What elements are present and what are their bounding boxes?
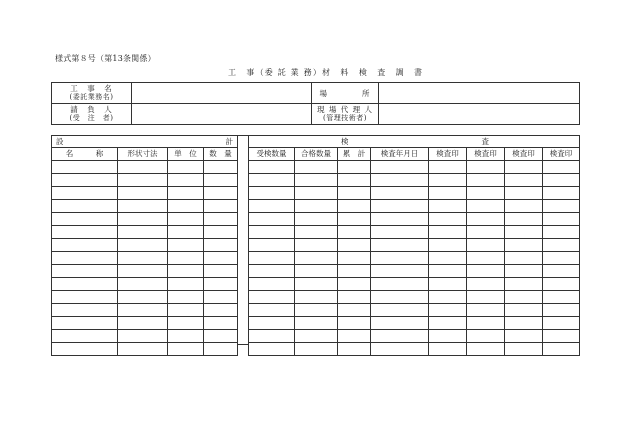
- inspection-table-row: [249, 200, 580, 213]
- design-table-cell[interactable]: [204, 187, 238, 200]
- inspection-table-cell[interactable]: [429, 265, 467, 278]
- inspection-table-cell[interactable]: [467, 187, 505, 200]
- design-table-cell[interactable]: [204, 304, 238, 317]
- inspection-table-cell[interactable]: [295, 343, 338, 356]
- inspection-table-cell[interactable]: [295, 278, 338, 291]
- design-table-row: [52, 304, 238, 317]
- col-header-inspection-seal-4: 検査印: [543, 148, 580, 161]
- col-header-inspection-seal-1: 検査印: [429, 148, 467, 161]
- inspection-table-cell[interactable]: [249, 161, 295, 174]
- inspection-table-row: [249, 304, 580, 317]
- design-table-cell[interactable]: [118, 291, 168, 304]
- design-table-row: [52, 226, 238, 239]
- inspection-table-cell[interactable]: [249, 187, 295, 200]
- inspection-table-cell[interactable]: [543, 226, 580, 239]
- inspection-table-cell[interactable]: [371, 226, 429, 239]
- inspection-table-cell[interactable]: [249, 265, 295, 278]
- design-table: [51, 135, 238, 356]
- inspection-table-cell[interactable]: [429, 226, 467, 239]
- design-table-cell[interactable]: [168, 213, 204, 226]
- inspection-table-cell[interactable]: [338, 291, 371, 304]
- inspection-table-row: [249, 317, 580, 330]
- col-header-received-qty: 受検数量: [249, 148, 295, 161]
- design-table-cell[interactable]: [52, 213, 118, 226]
- design-table-cell[interactable]: [118, 278, 168, 291]
- inspection-table-cell[interactable]: [467, 343, 505, 356]
- inspection-table-cell[interactable]: [467, 304, 505, 317]
- site-agent-label: 現 場 代 理 人: [316, 105, 374, 114]
- design-table-cell[interactable]: [52, 239, 118, 252]
- inspection-table-cell[interactable]: [429, 330, 467, 343]
- design-table-cell[interactable]: [118, 239, 168, 252]
- inspection-table-cell[interactable]: [467, 200, 505, 213]
- design-table-cell[interactable]: [52, 187, 118, 200]
- inspection-table-cell[interactable]: [371, 278, 429, 291]
- inspection-table-row: [249, 265, 580, 278]
- inspection-table-cell[interactable]: [371, 174, 429, 187]
- design-table-cell[interactable]: [168, 239, 204, 252]
- inspection-table-cell[interactable]: [467, 317, 505, 330]
- inspection-table-cell[interactable]: [429, 187, 467, 200]
- inspection-table-cell[interactable]: [295, 239, 338, 252]
- contractor-label: 請 負 人: [70, 105, 113, 114]
- inspection-table-cell[interactable]: [338, 213, 371, 226]
- inspection-table-cell[interactable]: [249, 304, 295, 317]
- contractor-sublabel: (受 注 者): [69, 114, 114, 122]
- inspection-table-cell[interactable]: [295, 304, 338, 317]
- inspection-table-cell[interactable]: [429, 317, 467, 330]
- design-table-row: [52, 265, 238, 278]
- inspection-table-cell[interactable]: [249, 330, 295, 343]
- design-section-header: [52, 136, 238, 148]
- col-header-quantity: 数 量: [204, 148, 238, 161]
- design-table-cell[interactable]: [52, 226, 118, 239]
- design-table-cell[interactable]: [168, 200, 204, 213]
- form-reference: 様式第８号（第13条関係）: [55, 54, 156, 63]
- inspection-table-cell[interactable]: [295, 317, 338, 330]
- design-table-cell[interactable]: [52, 161, 118, 174]
- inspection-table-cell[interactable]: [338, 187, 371, 200]
- inspection-table-cell[interactable]: [505, 200, 543, 213]
- inspection-table-cell[interactable]: [338, 265, 371, 278]
- inspection-table-cell[interactable]: [505, 239, 543, 252]
- inspection-table-cell[interactable]: [543, 291, 580, 304]
- design-table-row: [52, 239, 238, 252]
- inspection-table-cell[interactable]: [543, 239, 580, 252]
- design-table-cell[interactable]: [204, 291, 238, 304]
- inspection-table-row: [249, 239, 580, 252]
- inspection-table-cell[interactable]: [505, 317, 543, 330]
- location-field[interactable]: [379, 83, 580, 104]
- design-table-cell[interactable]: [204, 343, 238, 356]
- inspection-table-cell[interactable]: [467, 174, 505, 187]
- design-table-cell[interactable]: [118, 304, 168, 317]
- col-header-cumulative: 累 計: [338, 148, 371, 161]
- inspection-table-cell[interactable]: [249, 200, 295, 213]
- inspection-table-cell[interactable]: [467, 265, 505, 278]
- inspection-table-cell[interactable]: [467, 213, 505, 226]
- design-table-cell[interactable]: [204, 317, 238, 330]
- inspection-table-cell[interactable]: [543, 174, 580, 187]
- design-table-row: [52, 187, 238, 200]
- design-table-cell[interactable]: [52, 252, 118, 265]
- inspection-table-row: [249, 330, 580, 343]
- design-table-cell[interactable]: [118, 330, 168, 343]
- contractor-field[interactable]: [132, 104, 312, 125]
- inspection-table-row: [249, 161, 580, 174]
- col-header-name: 名 称: [52, 148, 118, 161]
- design-table-cell[interactable]: [118, 252, 168, 265]
- inspection-table-cell[interactable]: [338, 161, 371, 174]
- design-table-cell[interactable]: [118, 226, 168, 239]
- design-table-cell[interactable]: [204, 161, 238, 174]
- inspection-table-cell[interactable]: [505, 226, 543, 239]
- inspection-section-header: [249, 136, 580, 148]
- design-table-cell[interactable]: [204, 278, 238, 291]
- inspection-table: [248, 135, 580, 356]
- inspection-table-row: [249, 291, 580, 304]
- inspection-table-cell[interactable]: [295, 174, 338, 187]
- design-table-cell[interactable]: [204, 174, 238, 187]
- inspection-table-cell[interactable]: [371, 239, 429, 252]
- design-table-row: [52, 317, 238, 330]
- design-header-right: 計: [225, 136, 233, 146]
- design-table-cell[interactable]: [204, 265, 238, 278]
- inspection-table-cell[interactable]: [295, 161, 338, 174]
- design-table-cell[interactable]: [168, 343, 204, 356]
- inspection-table-cell[interactable]: [295, 291, 338, 304]
- inspection-table-row: [249, 226, 580, 239]
- design-table-cell[interactable]: [204, 252, 238, 265]
- inspection-table-cell[interactable]: [429, 174, 467, 187]
- column-separator: [237, 135, 248, 345]
- inspection-table-cell[interactable]: [429, 278, 467, 291]
- inspection-table-cell[interactable]: [543, 252, 580, 265]
- design-table-cell[interactable]: [52, 343, 118, 356]
- inspection-table-cell[interactable]: [429, 213, 467, 226]
- inspection-table-cell[interactable]: [429, 252, 467, 265]
- inspection-table-row: [249, 252, 580, 265]
- inspection-table-cell[interactable]: [249, 213, 295, 226]
- design-table-cell[interactable]: [118, 265, 168, 278]
- inspection-table-cell[interactable]: [371, 252, 429, 265]
- inspection-table-cell[interactable]: [543, 343, 580, 356]
- inspection-table-cell[interactable]: [371, 317, 429, 330]
- col-header-inspection-seal-3: 検査印: [505, 148, 543, 161]
- design-table-cell[interactable]: [204, 330, 238, 343]
- inspection-table-row: [249, 174, 580, 187]
- inspection-table-cell[interactable]: [338, 226, 371, 239]
- inspection-table-row: [249, 343, 580, 356]
- design-table-cell[interactable]: [168, 161, 204, 174]
- site-agent-sublabel: (管理技術者): [323, 114, 367, 122]
- design-table-row: [52, 330, 238, 343]
- design-table-cell[interactable]: [118, 174, 168, 187]
- inspection-table-cell[interactable]: [429, 304, 467, 317]
- inspection-table-cell[interactable]: [505, 265, 543, 278]
- inspection-table-cell[interactable]: [338, 343, 371, 356]
- document-title: 工 事（委 託 業 務）材 料 検 査 調 書: [228, 68, 424, 77]
- inspection-table-cell[interactable]: [338, 174, 371, 187]
- inspection-table-cell[interactable]: [429, 291, 467, 304]
- contractor-label-cell: [52, 104, 132, 125]
- inspection-table-cell[interactable]: [295, 252, 338, 265]
- inspection-table-cell[interactable]: [543, 265, 580, 278]
- inspection-table-cell[interactable]: [371, 304, 429, 317]
- design-table-cell[interactable]: [204, 200, 238, 213]
- inspection-table-cell[interactable]: [467, 161, 505, 174]
- inspection-table-cell[interactable]: [338, 239, 371, 252]
- col-header-passed-qty: 合格数量: [295, 148, 338, 161]
- inspection-table-cell[interactable]: [371, 187, 429, 200]
- header-info-table: [51, 82, 580, 125]
- design-table-row: [52, 161, 238, 174]
- inspection-table-cell[interactable]: [467, 226, 505, 239]
- inspection-table-cell[interactable]: [371, 265, 429, 278]
- inspection-table-cell[interactable]: [429, 343, 467, 356]
- inspection-table-cell[interactable]: [295, 330, 338, 343]
- inspection-table-cell[interactable]: [371, 200, 429, 213]
- design-table-cell[interactable]: [204, 213, 238, 226]
- inspection-header-right: 査: [481, 136, 489, 146]
- design-table-row: [52, 174, 238, 187]
- inspection-table-cell[interactable]: [249, 317, 295, 330]
- inspection-table-cell[interactable]: [543, 187, 580, 200]
- inspection-table-cell[interactable]: [249, 226, 295, 239]
- inspection-table-cell[interactable]: [295, 187, 338, 200]
- inspection-table-cell[interactable]: [338, 200, 371, 213]
- design-table-row: [52, 200, 238, 213]
- project-name-sublabel: (委託業務名): [69, 93, 114, 101]
- inspection-table-cell[interactable]: [543, 304, 580, 317]
- inspection-table-cell[interactable]: [295, 200, 338, 213]
- inspection-table-cell[interactable]: [249, 174, 295, 187]
- inspection-table-cell[interactable]: [338, 278, 371, 291]
- inspection-table-cell[interactable]: [429, 200, 467, 213]
- design-table-cell[interactable]: [204, 239, 238, 252]
- col-header-inspection-seal-2: 検査印: [467, 148, 505, 161]
- inspection-table-cell[interactable]: [505, 213, 543, 226]
- inspection-table-cell[interactable]: [543, 161, 580, 174]
- location-label-cell: [312, 83, 379, 104]
- design-table-cell[interactable]: [168, 265, 204, 278]
- inspection-table-cell[interactable]: [371, 343, 429, 356]
- inspection-table-cell[interactable]: [505, 330, 543, 343]
- inspection-table-cell[interactable]: [338, 304, 371, 317]
- inspection-table-cell[interactable]: [505, 278, 543, 291]
- design-table-cell[interactable]: [52, 291, 118, 304]
- design-table-cell[interactable]: [168, 317, 204, 330]
- project-name-field[interactable]: [132, 83, 312, 104]
- design-table-row: [52, 291, 238, 304]
- inspection-table-cell[interactable]: [467, 239, 505, 252]
- design-table-cell[interactable]: [168, 278, 204, 291]
- inspection-table-cell[interactable]: [371, 291, 429, 304]
- inspection-table-cell[interactable]: [467, 330, 505, 343]
- project-name-label-cell: [52, 83, 132, 104]
- site-agent-label-cell: [312, 104, 379, 125]
- inspection-table-cell[interactable]: [467, 252, 505, 265]
- col-header-inspection-date: 検査年月日: [371, 148, 429, 161]
- design-table-cell[interactable]: [168, 226, 204, 239]
- inspection-table-cell[interactable]: [467, 278, 505, 291]
- design-table-cell[interactable]: [118, 200, 168, 213]
- design-table-cell[interactable]: [52, 265, 118, 278]
- design-header-left: 設: [56, 136, 64, 146]
- inspection-table-cell[interactable]: [249, 278, 295, 291]
- project-name-label: 工 事 名: [70, 84, 113, 93]
- design-table-cell[interactable]: [118, 317, 168, 330]
- design-table-cell[interactable]: [168, 252, 204, 265]
- design-table-row: [52, 252, 238, 265]
- design-table-cell[interactable]: [168, 174, 204, 187]
- inspection-table-cell[interactable]: [295, 213, 338, 226]
- site-agent-field[interactable]: [379, 104, 580, 125]
- inspection-table-cell[interactable]: [543, 213, 580, 226]
- inspection-table-cell[interactable]: [249, 343, 295, 356]
- inspection-table-cell[interactable]: [543, 278, 580, 291]
- inspection-table-cell[interactable]: [543, 200, 580, 213]
- design-table-cell[interactable]: [168, 291, 204, 304]
- design-table-cell[interactable]: [52, 330, 118, 343]
- inspection-table-row: [249, 278, 580, 291]
- inspection-table-cell[interactable]: [543, 330, 580, 343]
- design-table-cell[interactable]: [118, 343, 168, 356]
- inspection-table-row: [249, 187, 580, 200]
- inspection-table-cell[interactable]: [505, 187, 543, 200]
- design-table-cell[interactable]: [204, 226, 238, 239]
- design-table-cell[interactable]: [118, 213, 168, 226]
- inspection-table-cell[interactable]: [249, 252, 295, 265]
- inspection-table-cell[interactable]: [505, 291, 543, 304]
- location-label: 場 所: [319, 88, 371, 98]
- design-table-cell[interactable]: [52, 278, 118, 291]
- design-table-cell[interactable]: [52, 304, 118, 317]
- inspection-header-left: 検: [341, 136, 349, 146]
- inspection-table-row: [249, 213, 580, 226]
- col-header-shape-dimensions: 形状寸法: [118, 148, 168, 161]
- inspection-table-cell[interactable]: [429, 161, 467, 174]
- inspection-table-cell[interactable]: [249, 291, 295, 304]
- inspection-table-cell[interactable]: [543, 317, 580, 330]
- design-table-cell[interactable]: [118, 161, 168, 174]
- design-table-cell[interactable]: [52, 174, 118, 187]
- inspection-table-cell[interactable]: [467, 291, 505, 304]
- inspection-table-cell[interactable]: [505, 161, 543, 174]
- inspection-table-cell[interactable]: [429, 239, 467, 252]
- inspection-table-cell[interactable]: [371, 330, 429, 343]
- inspection-table-cell[interactable]: [371, 213, 429, 226]
- inspection-table-cell[interactable]: [338, 330, 371, 343]
- col-header-unit: 単 位: [168, 148, 204, 161]
- inspection-table-cell[interactable]: [505, 343, 543, 356]
- design-table-cell[interactable]: [52, 200, 118, 213]
- design-table-row: [52, 213, 238, 226]
- design-table-cell[interactable]: [168, 330, 204, 343]
- inspection-table-cell[interactable]: [505, 174, 543, 187]
- design-table-row: [52, 278, 238, 291]
- design-table-cell[interactable]: [52, 317, 118, 330]
- design-table-row: [52, 343, 238, 356]
- inspection-table-cell[interactable]: [249, 239, 295, 252]
- inspection-table-cell[interactable]: [295, 226, 338, 239]
- inspection-table-cell[interactable]: [371, 161, 429, 174]
- inspection-table-cell[interactable]: [338, 252, 371, 265]
- design-table-cell[interactable]: [118, 187, 168, 200]
- design-table-cell[interactable]: [168, 187, 204, 200]
- inspection-table-cell[interactable]: [295, 265, 338, 278]
- inspection-table-cell[interactable]: [505, 252, 543, 265]
- inspection-table-cell[interactable]: [505, 304, 543, 317]
- inspection-table-cell[interactable]: [338, 317, 371, 330]
- design-table-cell[interactable]: [168, 304, 204, 317]
